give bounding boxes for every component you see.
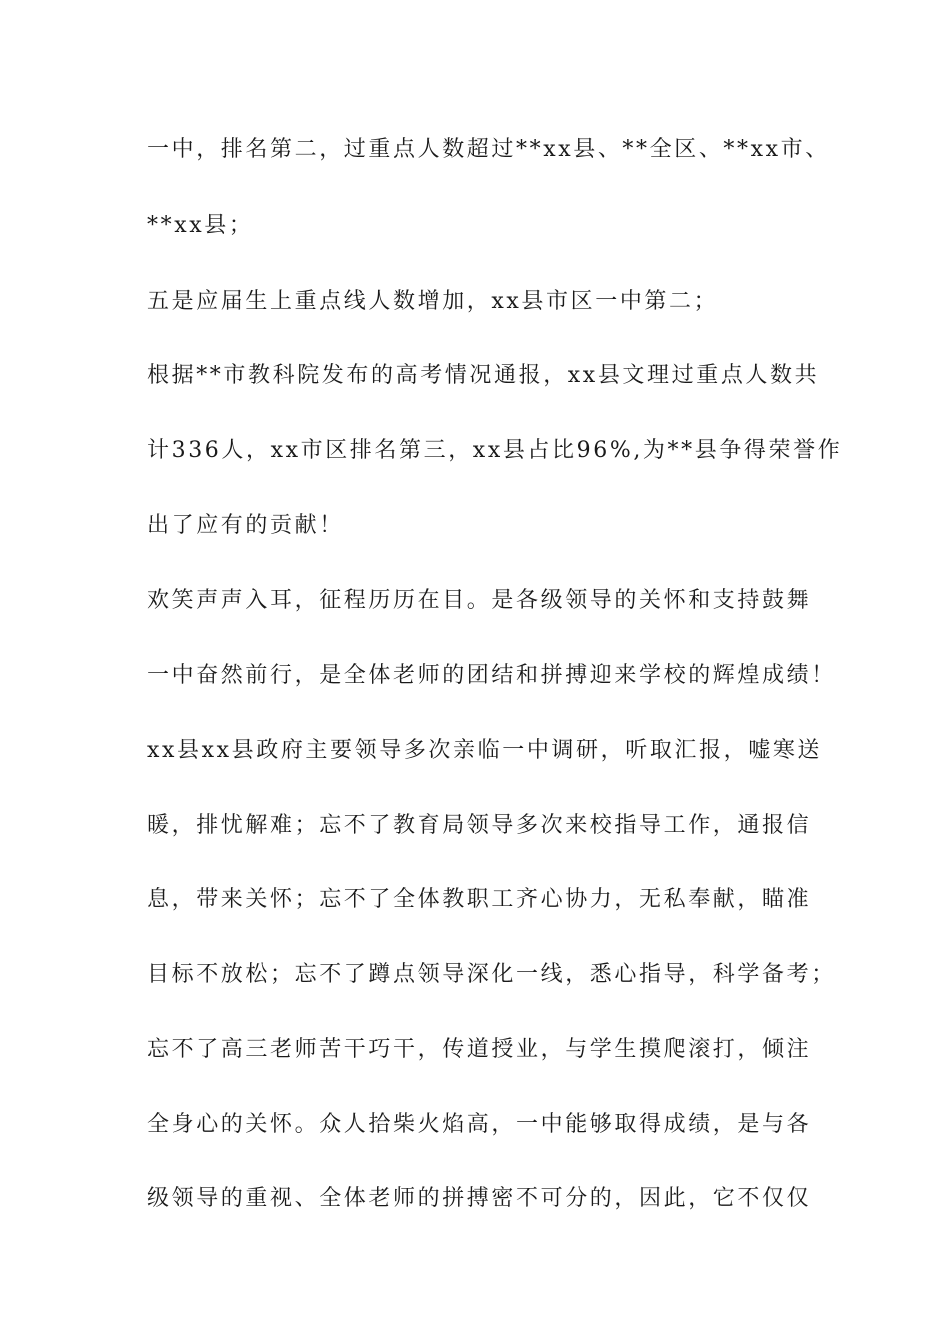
text-line: 一中奋然前行，是全体老师的团结和拼搏迎来学校的辉煌成绩！ [147,663,836,688]
text-line: 忘不了高三老师苦干巧干，传道授业，与学生摸爬滚打，倾注 [147,1037,812,1062]
text-line: 全身心的关怀。众人拾柴火焰高，一中能够取得成绩，是与各 [147,1112,812,1137]
text-line: 级领导的重视、全体老师的拼搏密不可分的，因此，它不仅仅 [147,1186,812,1211]
text-line: **xx县； [147,213,254,238]
text-line: 出了应有的贡献！ [147,513,344,538]
text-line: 一中，排名第二，过重点人数超过**xx县、**全区、**xx市、 [147,137,830,162]
text-line: 暖，排忧解难；忘不了教育局领导多次来校指导工作，通报信 [147,813,812,838]
text-line: 欢笑声声入耳，征程历历在目。是各级领导的关怀和支持鼓舞 [147,588,812,613]
text-line: xx县xx县政府主要领导多次亲临一中调研，听取汇报，嘘寒送 [147,738,823,763]
text-line: 根据**市教科院发布的高考情况通报，xx县文理过重点人数共 [147,363,820,388]
text-line: 息，带来关怀；忘不了全体教职工齐心协力，无私奉献，瞄准 [147,887,812,912]
text-line: 目标不放松；忘不了蹲点领导深化一线，悉心指导，科学备考； [147,962,836,987]
text-line: 计336人，xx市区排名第三，xx县占比96%,为**县争得荣誉作 [147,438,843,463]
text-line: 五是应届生上重点线人数增加，xx县市区一中第二； [147,289,719,314]
